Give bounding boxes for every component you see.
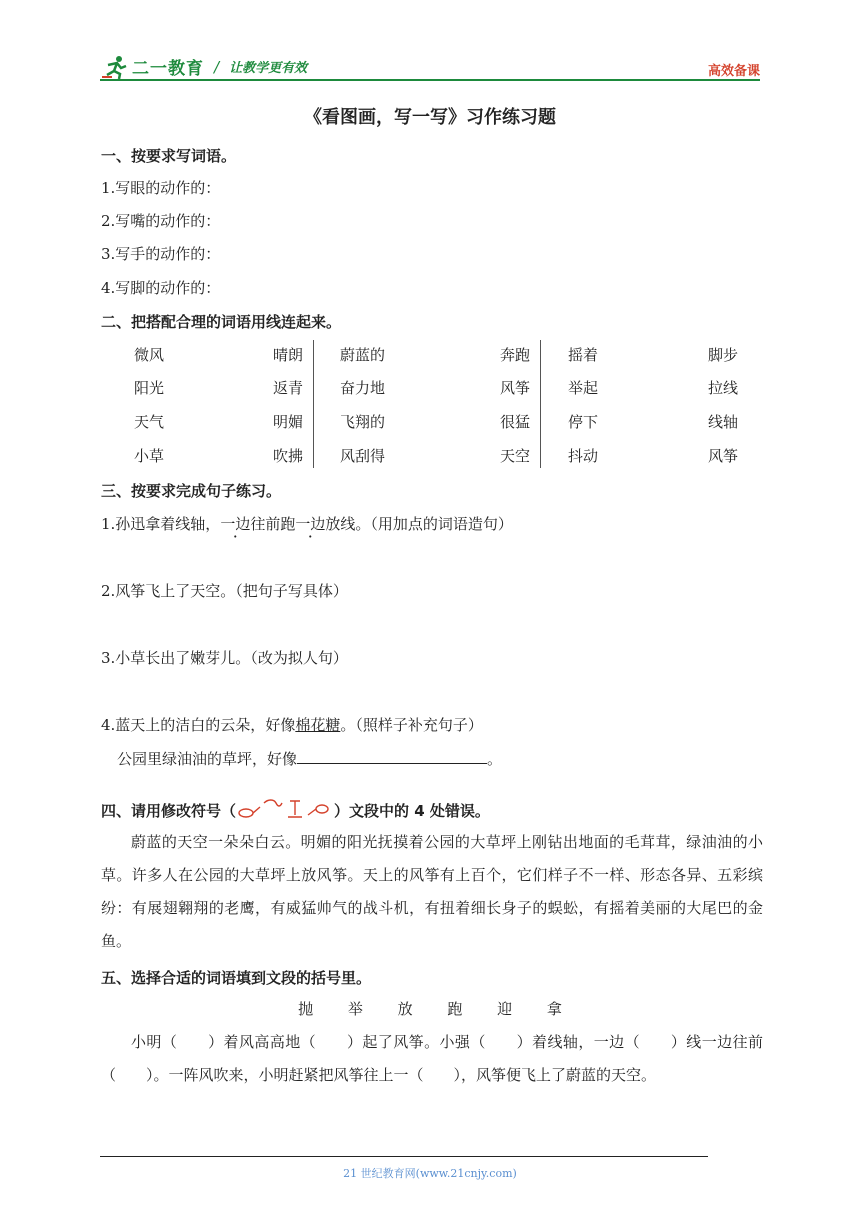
sentence-4-line2 bbox=[117, 748, 502, 769]
underlined-word: 棉花糖 bbox=[295, 716, 341, 734]
header-separator: / bbox=[214, 57, 220, 76]
section4-heading-pre: 四、请用修改符号（ bbox=[101, 801, 237, 820]
section3-heading: 三、按要求完成句子练习。 bbox=[101, 482, 282, 500]
match-word: 停下 bbox=[568, 413, 599, 431]
match-word: 返青 bbox=[273, 379, 304, 397]
correction-marks-icon bbox=[236, 797, 334, 823]
header-divider bbox=[100, 79, 760, 81]
match-word: 线轴 bbox=[708, 413, 739, 431]
section1-heading: 一、按要求写词语。 bbox=[101, 147, 237, 165]
match-word: 拉线 bbox=[708, 379, 739, 397]
dotted-word: 一边 bbox=[220, 515, 251, 533]
match-word: 微风 bbox=[134, 346, 165, 364]
match-word: 风筝 bbox=[500, 379, 531, 397]
section5-heading: 五、选择合适的词语填到文段的括号里。 bbox=[101, 969, 372, 987]
answer-blank[interactable] bbox=[297, 749, 487, 764]
match-word: 天空 bbox=[500, 447, 531, 465]
sentence-1-post: 放线。（用加点的词语造句） bbox=[325, 515, 513, 533]
sentence-4 bbox=[101, 714, 483, 735]
section2-heading: 二、把搭配合理的词语用线连起来。 bbox=[101, 313, 342, 331]
match-word: 奋力地 bbox=[340, 379, 386, 397]
section1-item: 2.写嘴的动作的： bbox=[101, 212, 221, 230]
column-divider bbox=[540, 340, 541, 468]
section4-heading bbox=[101, 797, 490, 823]
sentence-4-pre: 4.蓝天上的洁白的云朵，好像 bbox=[101, 716, 296, 734]
match-word: 风筝 bbox=[708, 447, 739, 465]
section1-item: 1.写眼的动作的： bbox=[101, 179, 221, 197]
section4-paragraph: 蔚蓝的天空一朵朵白云。明媚的阳光抚摸着公园的大草坪上刚钻出地面的毛茸茸，绿油油的小草。许多人在公园的大草坪上放风筝。天上的风筝有上百个，它们样子不一样、形态各异、五彩缤纷：有展翅翱翔的老鹰，有威猛帅气的战斗机，有扭着细长身子的蜈蚣，有摇着美丽的大尾巴的金鱼。 bbox=[101, 833, 763, 950]
page-header bbox=[100, 48, 760, 80]
match-word: 天气 bbox=[134, 413, 165, 431]
match-word: 抖动 bbox=[568, 447, 599, 465]
section1-item: 4.写脚的动作的： bbox=[101, 279, 221, 297]
runner-logo-icon bbox=[100, 55, 130, 79]
match-word: 阳光 bbox=[134, 379, 165, 397]
match-word: 蔚蓝的 bbox=[340, 346, 386, 364]
sentence-4-post: 。（照样子补充句子） bbox=[340, 716, 483, 734]
match-word: 很猛 bbox=[500, 413, 531, 431]
match-word: 吹拂 bbox=[273, 447, 304, 465]
match-word: 晴朗 bbox=[273, 346, 304, 364]
sentence-1-pre: 1.孙迅拿着线轴， bbox=[101, 515, 221, 533]
dotted-word: 一边 bbox=[295, 515, 326, 533]
header-right-label: 高效备课 bbox=[707, 64, 760, 79]
page-title: 《看图画，写一写》习作练习题 bbox=[304, 107, 556, 128]
sentence-1 bbox=[101, 513, 513, 534]
match-word: 举起 bbox=[568, 379, 599, 397]
brand-name: 二一教育 bbox=[132, 59, 204, 79]
sentence-3: 3.小草长出了嫩芽儿。（改为拟人句） bbox=[101, 649, 348, 667]
match-column-2 bbox=[340, 340, 540, 470]
sentence-1-mid: 往前跑 bbox=[250, 515, 296, 533]
section1-item: 3.写手的动作的： bbox=[101, 245, 221, 263]
logo bbox=[100, 54, 307, 79]
column-divider bbox=[313, 340, 314, 468]
slogan: 让教学更有效 bbox=[229, 61, 308, 76]
match-word: 脚步 bbox=[708, 346, 739, 364]
match-column-3 bbox=[568, 340, 750, 470]
sentence-2: 2.风筝飞上了天空。（把句子写具体） bbox=[101, 582, 348, 600]
match-word: 飞翔的 bbox=[340, 413, 386, 431]
sentence-4-line2-post: 。 bbox=[487, 750, 503, 768]
section4-heading-post: ）文段中的 4 处错误。 bbox=[334, 801, 490, 820]
match-word: 摇着 bbox=[568, 346, 599, 364]
sentence-4-line2-pre: 公园里绿油油的草坪，好像 bbox=[117, 750, 298, 768]
footer-text: 21 世纪教育网(www.21cnjy.com) bbox=[343, 1167, 517, 1180]
matching-table bbox=[130, 340, 750, 470]
match-word: 小草 bbox=[134, 447, 165, 465]
match-word: 奔跑 bbox=[500, 346, 531, 364]
footer-divider bbox=[100, 1156, 708, 1157]
match-column-1 bbox=[130, 340, 310, 470]
match-word: 风刮得 bbox=[340, 447, 386, 465]
match-word: 明媚 bbox=[273, 413, 304, 431]
word-choices: 抛 举 放 跑 迎 拿 bbox=[298, 1000, 562, 1018]
section5-paragraph: 小明（ ）着风高高地（ ）起了风筝。小强（ ）着线轴，一边（ ）线一边往前（ ）。一阵风吹来，小明赶紧把风筝往上一（ ），风筝便飞上了蔚蓝的天空。 bbox=[101, 1033, 763, 1084]
